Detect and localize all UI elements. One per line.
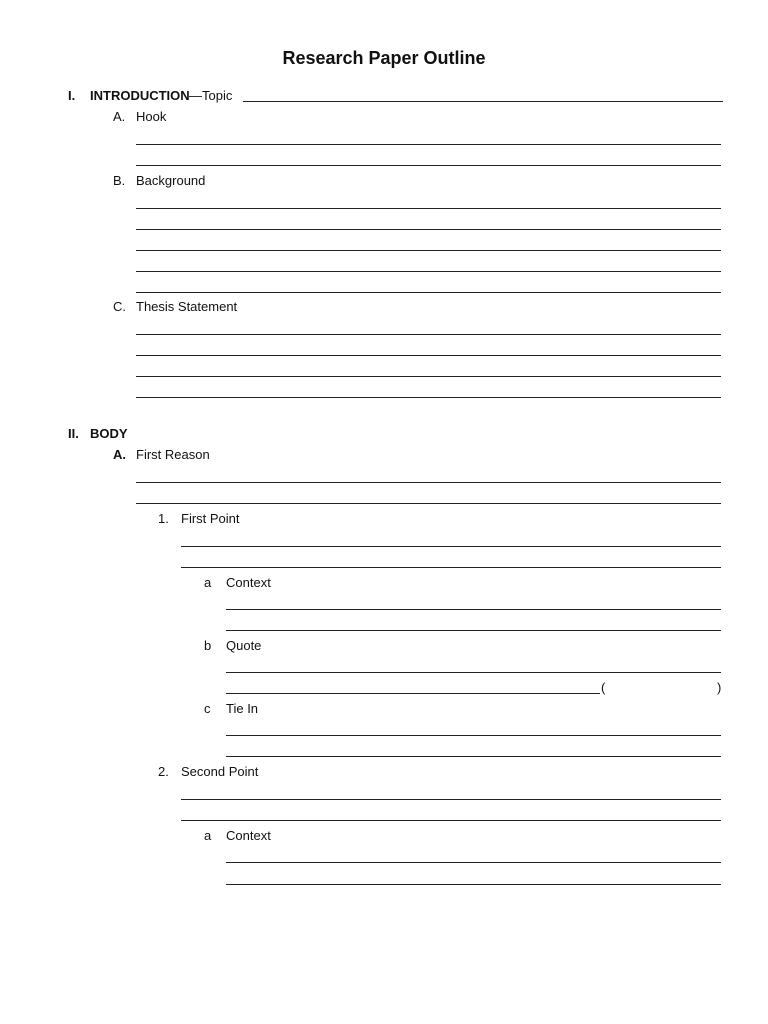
sub-marker: a: [204, 575, 212, 590]
sub-marker: c: [204, 701, 211, 716]
answer-line[interactable]: [226, 884, 721, 885]
section-heading: BODY: [90, 426, 128, 441]
answer-line[interactable]: [226, 609, 721, 610]
section-numeral: II.: [68, 426, 79, 441]
point-label-second: Second Point: [181, 764, 259, 779]
item-label-thesis: Thesis Statement: [136, 299, 238, 314]
quote-answer-line[interactable]: [226, 693, 600, 694]
sub-label-context: Context: [226, 575, 271, 590]
answer-line[interactable]: [226, 862, 721, 863]
answer-line[interactable]: [136, 355, 721, 356]
sub-label-quote: Quote: [226, 638, 262, 653]
answer-line[interactable]: [136, 292, 721, 293]
topic-label: —Topic: [189, 88, 233, 103]
item-marker: B.: [113, 173, 126, 188]
answer-line[interactable]: [136, 397, 721, 398]
point-marker: 1.: [158, 511, 169, 526]
citation-open-paren: (: [601, 680, 606, 695]
answer-line[interactable]: [136, 229, 721, 230]
answer-line[interactable]: [136, 144, 721, 145]
answer-line[interactable]: [226, 735, 721, 736]
answer-line[interactable]: [181, 546, 721, 547]
section-numeral: I.: [68, 88, 76, 103]
answer-line[interactable]: [136, 503, 721, 504]
sub-marker: a: [204, 828, 212, 843]
page-title: Research Paper Outline: [282, 48, 486, 68]
answer-line[interactable]: [226, 756, 721, 757]
answer-line[interactable]: [136, 271, 721, 272]
answer-line[interactable]: [136, 165, 721, 166]
sub-label-tie-in: Tie In: [226, 701, 259, 716]
answer-line[interactable]: [136, 482, 721, 483]
point-label-first: First Point: [181, 511, 240, 526]
item-label-first-reason: First Reason: [136, 447, 210, 462]
answer-line[interactable]: [136, 208, 721, 209]
item-marker: A.: [113, 109, 126, 124]
citation-close-paren: ): [717, 680, 722, 695]
item-label-hook: Hook: [136, 109, 167, 124]
answer-line[interactable]: [181, 820, 721, 821]
answer-line[interactable]: [136, 376, 721, 377]
section-heading: INTRODUCTION: [90, 88, 190, 103]
sub-label-context: Context: [226, 828, 271, 843]
answer-line[interactable]: [226, 672, 721, 673]
point-marker: 2.: [158, 764, 169, 779]
item-marker: C.: [113, 299, 126, 314]
sub-marker: b: [204, 638, 212, 653]
answer-line[interactable]: [181, 567, 721, 568]
answer-line[interactable]: [136, 334, 721, 335]
topic-answer-line[interactable]: [243, 101, 723, 102]
answer-line[interactable]: [136, 250, 721, 251]
answer-line[interactable]: [226, 630, 721, 631]
answer-line[interactable]: [181, 799, 721, 800]
item-marker: A.: [113, 447, 126, 462]
item-label-background: Background: [136, 173, 206, 188]
